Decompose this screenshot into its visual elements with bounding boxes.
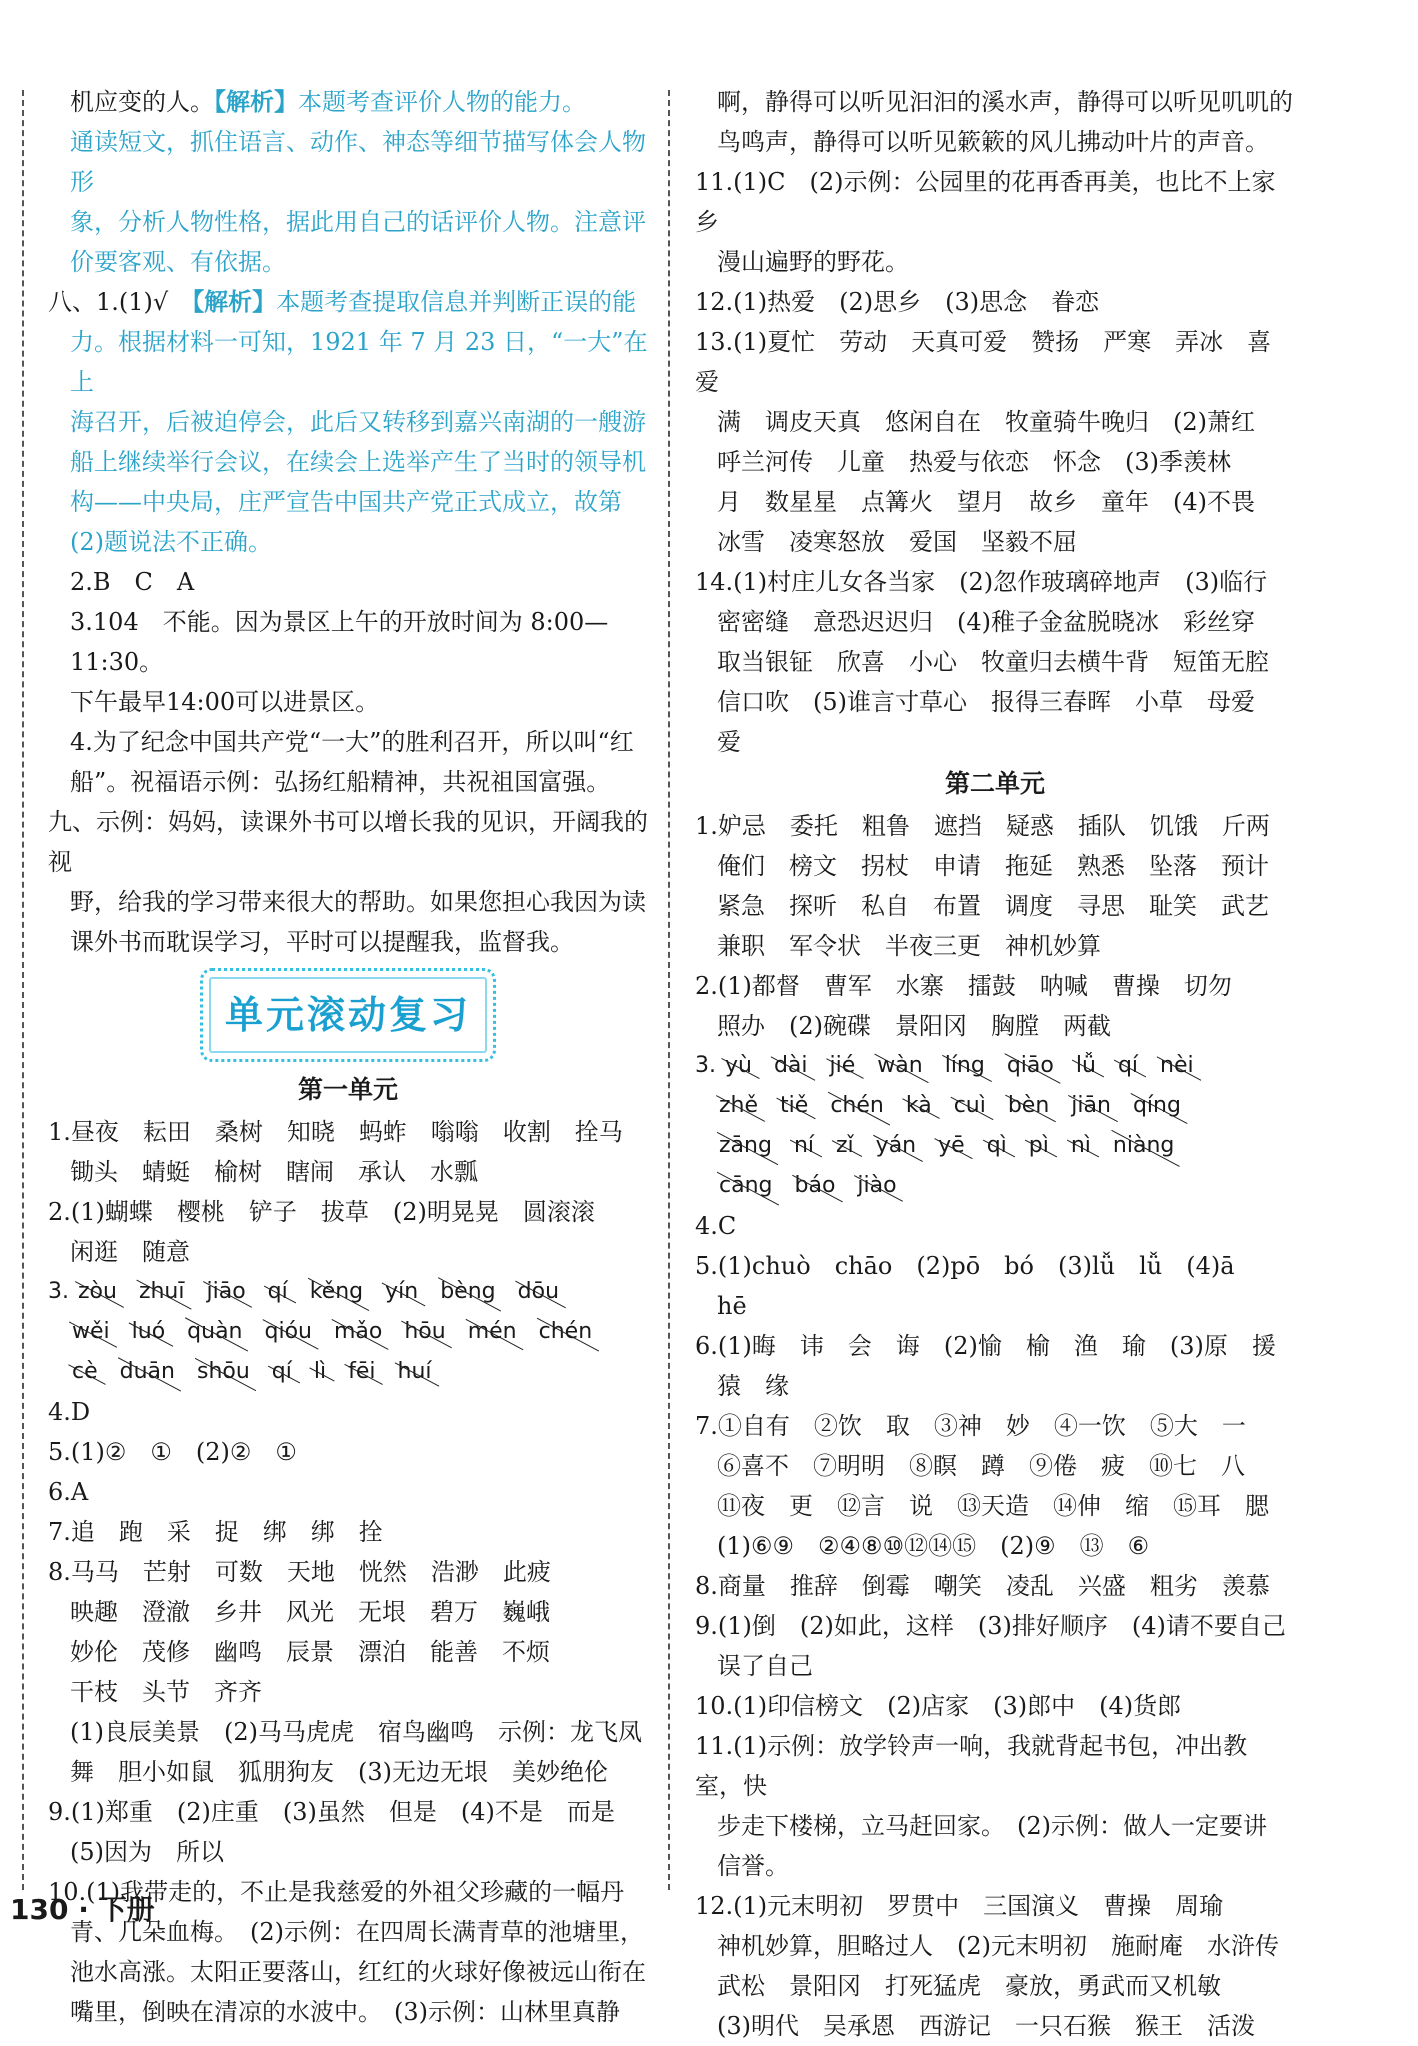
answer-line: 船”。祝福语示例：弘扬红船精神，共祝祖国富强。	[70, 768, 611, 796]
pinyin: duān	[118, 1352, 177, 1392]
pinyin: qí	[266, 1272, 290, 1312]
answer-line: 舞 胆小如鼠 狐朋狗友 (3)无边无垠 美妙绝伦	[70, 1758, 608, 1786]
pinyin: chén	[828, 1086, 886, 1126]
pinyin: hōu	[402, 1312, 447, 1352]
answer-line: (1)⑥⑨ ②④⑧⑩⑫⑭⑮ (2)⑨ ⑬ ⑥	[717, 1532, 1150, 1560]
answer-line: 2.(1)都督 曹军 水寨 擂鼓 呐喊 曹操 切勿	[695, 972, 1232, 1000]
answer-line: 8.马马 芒射 可数 天地 恍然 浩渺 此疲	[48, 1558, 551, 1586]
unit-heading: 第二单元	[944, 769, 1045, 798]
answer-line: 野，给我的学习带来很大的帮助。如果您担心我因为读	[70, 888, 646, 916]
analysis-line: 海召开，后被迫停会，此后又转移到嘉兴南湖的一艘游	[70, 408, 646, 436]
answer-line: 1.妒忌 委托 粗鲁 遮挡 疑惑 插队 饥饿 斤两	[695, 812, 1270, 840]
left-column	[48, 82, 648, 2032]
answer-line: 月 数星星 点篝火 望月 故乡 童年 (4)不畏	[717, 488, 1255, 516]
banner-title: 单元滚动复习	[224, 993, 471, 1037]
pinyin: yē	[936, 1126, 967, 1166]
answer-line: 下午最早14:00可以进景区。	[70, 688, 380, 716]
pinyin: zòu	[76, 1272, 119, 1312]
answer-line: 12.(1)热爱 (2)思乡 (3)思念 眷恋	[695, 288, 1100, 316]
answer-line: 4.C	[695, 1212, 737, 1240]
column-divider	[668, 90, 670, 1890]
pinyin: fēi	[346, 1352, 377, 1392]
pinyin: qí	[270, 1352, 294, 1392]
pinyin: huí	[396, 1352, 434, 1392]
answer-line: (3)明代 吴承恩 西游记 一只石猴 猴王 活泼	[717, 2012, 1255, 2040]
answer-line: 干枝 头节 齐齐	[70, 1678, 262, 1706]
pinyin: cāng	[717, 1166, 775, 1206]
answer-line: 5.(1)chuò chāo (2)pō bó (3)lǚ lǚ (4)ā	[695, 1252, 1235, 1280]
answer-line: 神机妙算，胆略过人 (2)元末明初 施耐庵 水浒传	[717, 1932, 1279, 1960]
answer-line: 2.B C A	[70, 568, 195, 596]
pinyin: shōu	[195, 1352, 252, 1392]
answer-line: 鸟鸣声，静得可以听见簌簌的风儿拂动叶片的声音。	[717, 128, 1269, 156]
analysis-line: (2)题说法不正确。	[70, 528, 272, 556]
pinyin: báo	[793, 1166, 838, 1206]
right-column	[695, 82, 1295, 2046]
answer-line: 青、几朵血梅。 (2)示例：在四周长满青草的池塘里，	[70, 1918, 644, 1946]
answer-line: (5)因为 所以	[70, 1838, 224, 1866]
answer-line: 武松 景阳冈 打死猛虎 豪放，勇武而又机敏	[717, 1972, 1221, 2000]
pinyin: dōu	[516, 1272, 561, 1312]
answer-line: 漫山遍野的野花。	[717, 248, 909, 276]
answer-line: ⑪夜 更 ⑫言 说 ⑬天造 ⑭伸 缩 ⑮耳 腮	[717, 1492, 1269, 1520]
answer-line: 猿 缘	[717, 1372, 789, 1400]
pinyin: quàn	[185, 1312, 244, 1352]
analysis-line: 船上继续举行会议，在续会上选举产生了当时的领导机	[70, 448, 646, 476]
pinyin: qióu	[263, 1312, 314, 1352]
pinyin: lǚ	[1074, 1046, 1098, 1086]
pinyin: ní	[792, 1126, 816, 1166]
page-number: 130 · 下册	[10, 1893, 155, 1926]
answer-line: 照办 (2)碗碟 景阳冈 胸膛 两截	[717, 1012, 1111, 1040]
pinyin-row: 3. yù dài jié wàn líng qiāo lǚ qí nèi	[695, 1046, 1295, 1086]
answer-line: (1)良辰美景 (2)马马虎虎 宿鸟幽鸣 示例：龙飞凤	[70, 1718, 642, 1746]
review-banner	[200, 968, 496, 1062]
pinyin: dài	[772, 1046, 810, 1086]
pinyin: jiān	[1069, 1086, 1113, 1126]
analysis-line: 象，分析人物性格，据此用自己的话评价人物。注意评	[70, 208, 646, 236]
answer-line: 呼兰河传 儿童 热爱与依恋 怀念 (3)季羡林	[717, 448, 1231, 476]
answer-line: 嘴里，倒映在清凉的水波中。 (3)示例：山林里真静	[70, 1998, 620, 2026]
answer-line: 10.(1)印信榜文 (2)店家 (3)郎中 (4)货郎	[695, 1692, 1182, 1720]
pinyin: zhě	[717, 1086, 760, 1126]
pinyin: tiě	[778, 1086, 810, 1126]
answer-line: 满 调皮天真 悠闲自在 牧童骑牛晚归 (2)萧红	[717, 408, 1255, 436]
answer-line: 取当银钲 欣喜 小心 牧童归去横牛背 短笛无腔	[717, 648, 1269, 676]
left-margin-divider	[22, 90, 24, 1890]
pinyin: jiāo	[204, 1272, 247, 1312]
answer-line: 10.(1)我带走的，不止是我慈爱的外祖父珍藏的一幅丹	[48, 1878, 625, 1906]
pinyin: yán	[874, 1126, 918, 1166]
answer-line: 5.(1)② ① (2)② ①	[48, 1438, 297, 1466]
answer-line: 9.(1)郑重 (2)庄重 (3)虽然 但是 (4)不是 而是	[48, 1798, 615, 1826]
analysis-line: 构——中央局，庄严宣告中国共产党正式成立，故第	[70, 488, 622, 516]
pinyin: qí	[1116, 1046, 1140, 1086]
pinyin: nì	[1069, 1126, 1093, 1166]
answer-line: 机应变的人。【解析】本题考查评价人物的能力。	[70, 87, 586, 116]
answer-line: 误了自己	[717, 1652, 813, 1680]
analysis-line: 价要客观、有依据。	[70, 248, 286, 276]
answer-line: 7.①自有 ②饮 取 ③神 妙 ④一饮 ⑤大 一	[695, 1412, 1246, 1440]
answer-line: 4.D	[48, 1398, 91, 1426]
pinyin: qì	[985, 1126, 1009, 1166]
pinyin: zāng	[717, 1126, 774, 1166]
pinyin: kěng	[308, 1272, 365, 1312]
answer-line: 8.商量 推辞 倒霉 嘲笑 凌乱 兴盛 粗劣 羡慕	[695, 1572, 1270, 1600]
pinyin-row	[695, 1166, 1295, 1206]
pinyin: zhuī	[137, 1272, 187, 1312]
pinyin: bèn	[1006, 1086, 1051, 1126]
answer-line: 6.A	[48, 1478, 89, 1506]
pinyin-row	[695, 1086, 1295, 1126]
answer-line: 信誉。	[717, 1852, 789, 1880]
pinyin: wěi	[70, 1312, 112, 1352]
pinyin: yín	[383, 1272, 420, 1312]
pinyin: bèng	[438, 1272, 497, 1312]
answer-line: 紧急 探听 私自 布置 调度 寻思 耻笑 武艺	[717, 892, 1269, 920]
pinyin: kà	[904, 1086, 934, 1126]
answer-line: 信口吹 (5)谁言寸草心 报得三春晖 小草 母爱 爱	[717, 688, 1279, 756]
answer-line: 九、示例：妈妈，读课外书可以增长我的见识，开阔我的视	[48, 808, 648, 876]
answer-line: 4.为了纪念中国共产党“一大”的胜利召开，所以叫“红	[70, 728, 634, 756]
pinyin: zǐ	[834, 1126, 856, 1166]
answer-line: 13.(1)夏忙 劳动 天真可爱 赞扬 严寒 弄冰 喜爱	[695, 328, 1272, 396]
answer-line: 冰雪 凌寒怒放 爱国 坚毅不屈	[717, 528, 1077, 556]
answer-line: 7.追 跑 采 捉 绑 绑 拴	[48, 1518, 383, 1546]
pinyin: líng	[943, 1046, 987, 1086]
pinyin: mén	[466, 1312, 519, 1352]
answer-line: 池水高涨。太阳正要落山，红红的火球好像被远山衔在	[70, 1958, 646, 1986]
answer-line: ⑥喜不 ⑦明明 ⑧瞑 蹲 ⑨倦 疲 ⑩七 八	[717, 1452, 1245, 1480]
pinyin: jié	[828, 1046, 858, 1086]
pinyin-row	[695, 1126, 1295, 1166]
answer-line: 妙伦 茂修 幽鸣 辰景 漂泊 能善 不烦	[70, 1638, 550, 1666]
answer-line: 3.104 不能。因为景区上午的开放时间为 8:00—11:30。	[70, 608, 609, 676]
answer-line: 步走下楼梯，立马赶回家。 (2)示例：做人一定要讲	[717, 1812, 1267, 1840]
pinyin: pì	[1027, 1126, 1051, 1166]
answer-line: 6.(1)晦 讳 会 诲 (2)愉 榆 渔 瑜 (3)原 援	[695, 1332, 1276, 1360]
analysis-line: 力。根据材料一可知，1921 年 7 月 23 日，“一大”在上	[70, 328, 648, 396]
answer-line: 俺们 榜文 拐杖 申请 拖延 熟悉 坠落 预计	[717, 852, 1269, 880]
answer-line: 课外书而耽误学习，平时可以提醒我，监督我。	[70, 928, 574, 956]
analysis-line: 通读短文，抓住语言、动作、神态等细节描写体会人物形	[70, 128, 646, 196]
pinyin: jiào	[855, 1166, 898, 1206]
pinyin: mǎo	[332, 1312, 384, 1352]
pinyin: cè	[70, 1352, 100, 1392]
pinyin: chén	[537, 1312, 595, 1352]
answer-line: 啊，静得可以听见汩汩的溪水声，静得可以听见叽叽的	[717, 88, 1293, 116]
answer-line: 映趣 澄澈 乡井 风光 无垠 碧万 巍峨	[70, 1598, 550, 1626]
answer-line: 闲逛 随意	[70, 1238, 190, 1266]
answer-line: 密密缝 意恐迟迟归 (4)稚子金盆脱晓冰 彩丝穿	[717, 608, 1255, 636]
answer-line: 锄头 蜻蜓 榆树 瞎闹 承认 水瓢	[70, 1158, 478, 1186]
answer-line: 9.(1)倒 (2)如此，这样 (3)排好顺序 (4)请不要自己	[695, 1612, 1286, 1640]
pinyin-row	[48, 1312, 648, 1352]
pinyin-row: 3. zòu zhuī jiāo qí kěng yín bèng dōu	[48, 1272, 648, 1312]
answer-line: 兼职 军令状 半夜三更 神机妙算	[717, 932, 1101, 960]
answer-line: hē	[717, 1292, 747, 1320]
answer-line: 12.(1)元末明初 罗贯中 三国演义 曹操 周瑜	[695, 1892, 1224, 1920]
answer-line: 11.(1)示例：放学铃声一响，我就背起书包，冲出教室，快	[695, 1732, 1248, 1800]
pinyin: qíng	[1131, 1086, 1183, 1126]
pinyin: niàng	[1111, 1126, 1176, 1166]
pinyin: lì	[312, 1352, 328, 1392]
pinyin: qiāo	[1005, 1046, 1056, 1086]
answer-line: 14.(1)村庄儿女各当家 (2)忽作玻璃碎地声 (3)临行	[695, 568, 1268, 596]
answer-line: 2.(1)蝴蝶 樱桃 铲子 拔草 (2)明晃晃 圆滚滚	[48, 1198, 595, 1226]
answer-line: 1.昼夜 耘田 桑树 知晓 蚂蚱 嗡嗡 收割 拴马	[48, 1118, 623, 1146]
pinyin: yù	[723, 1046, 754, 1086]
pinyin-row	[48, 1352, 648, 1392]
answer-line: 11.(1)C (2)示例：公园里的花再香再美，也比不上家乡	[695, 168, 1276, 236]
answer-line: 八、1.(1)√ 【解析】本题考查提取信息并判断正误的能	[48, 287, 637, 316]
unit-heading: 第一单元	[297, 1075, 398, 1104]
pinyin: luó	[130, 1312, 168, 1352]
pinyin: wàn	[875, 1046, 924, 1086]
pinyin: cuì	[952, 1086, 988, 1126]
pinyin: nèi	[1158, 1046, 1196, 1086]
